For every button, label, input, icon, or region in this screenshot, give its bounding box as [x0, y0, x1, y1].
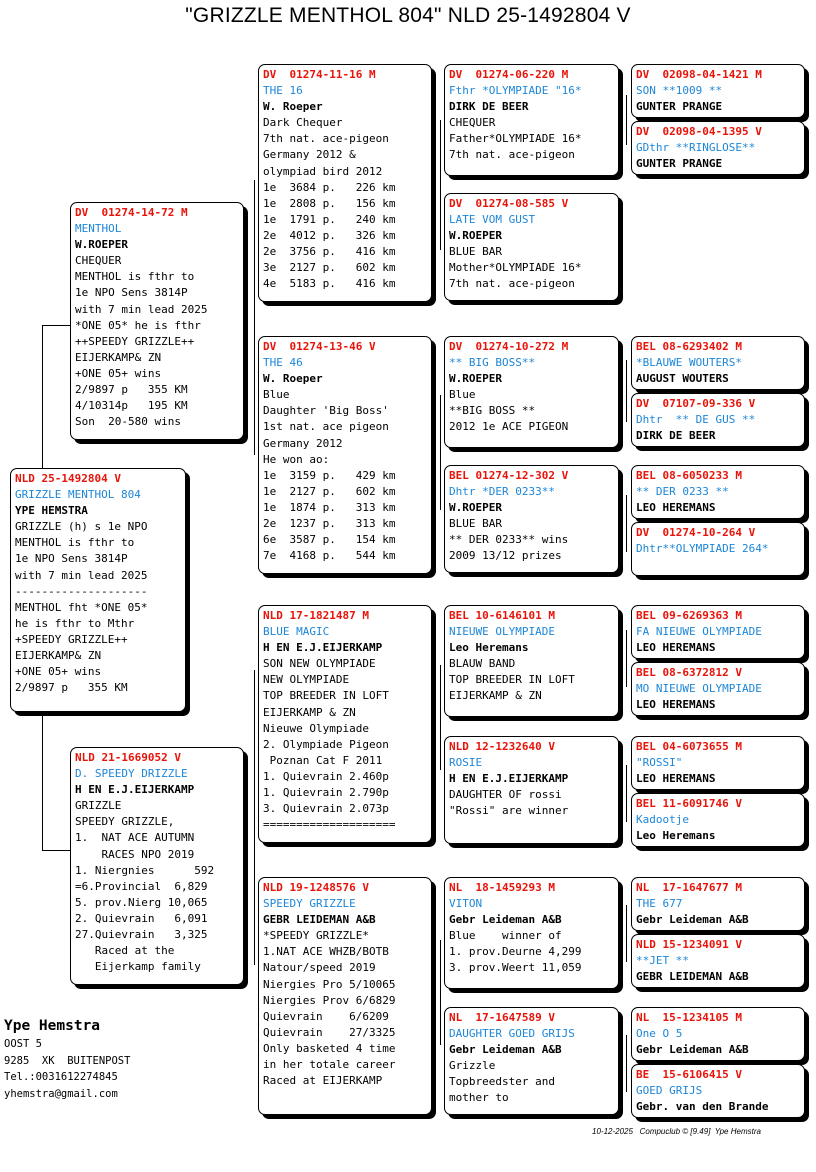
connector-line — [42, 325, 72, 326]
pigeon-name: SPEEDY GRIZZLE — [263, 897, 356, 911]
info-line: DAUGHTER OF rossi — [449, 788, 562, 802]
info-line: 1. Quievrain 2.790p — [263, 786, 389, 800]
pigeon-name: GRIZZLE MENTHOL 804 — [15, 488, 141, 502]
info-line: CHEQUER — [75, 254, 122, 268]
info-line: Son 20-580 wins — [75, 415, 181, 429]
owner-name: DIRK DE BEER — [636, 429, 716, 443]
pigeon-card-sire[interactable] — [70, 202, 244, 440]
page-title: "GRIZZLE MENTHOL 804" NLD 25-1492804 V — [185, 4, 631, 27]
info-line: 1. Niergnies 592 — [75, 863, 215, 877]
pigeon-card-ddd[interactable] — [444, 1007, 619, 1115]
pigeon-card-sss[interactable] — [444, 64, 619, 176]
connector-line — [254, 180, 255, 455]
info-line: 1e 2808 p. 156 km — [263, 196, 396, 210]
pigeon-name: **JET ** — [636, 954, 689, 968]
info-line: 1.NAT ACE WHZB/BOTB — [263, 945, 389, 959]
ring-number: DV 02098-04-1395 V — [636, 125, 762, 138]
pigeon-card-sdd[interactable] — [444, 465, 619, 573]
info-line: 1. NAT ACE AUTUMN — [75, 831, 195, 845]
info-line: 2012 1e ACE PIGEON — [449, 420, 569, 434]
info-line: EIJERKAMP& ZN — [15, 649, 102, 663]
info-line: Germany 2012 & — [263, 148, 356, 162]
info-line: -------------------- — [15, 584, 148, 598]
info-line: 3. prov.Weert 11,059 — [449, 961, 582, 975]
pigeon-name: THE 16 — [263, 84, 303, 98]
ring-number: BEL 09-6269363 M — [636, 609, 742, 622]
pigeon-card-dds[interactable] — [444, 877, 619, 989]
owner-name: Gebr Leideman A&B — [449, 1043, 562, 1057]
ring-number: NLD 17-1821487 M — [263, 609, 369, 622]
pigeon-card-subject[interactable] — [10, 468, 186, 712]
ring-number: NLD 12-1232640 V — [449, 740, 555, 753]
owner-name: DIRK DE BEER — [449, 100, 529, 114]
info-line: 2/9897 p 355 KM — [15, 681, 128, 695]
info-line: Father*OLYMPIADE 16* — [449, 132, 582, 146]
info-line: SON NEW OLYMPIADE — [263, 657, 376, 671]
info-line: 1e 3684 p. 226 km — [263, 180, 396, 194]
pigeon-card-g4-11[interactable] — [631, 736, 805, 790]
ring-number: NL 17-1647589 V — [449, 1011, 555, 1024]
connector-line — [626, 765, 627, 822]
pigeon-card-g4-15[interactable] — [631, 1007, 805, 1061]
owner-name: Gebr Leideman A&B — [636, 913, 749, 927]
connector-line — [440, 665, 441, 770]
ring-number: DV 01274-06-220 M — [449, 68, 569, 81]
info-line: He won ao: — [263, 452, 330, 466]
pigeon-name: D. SPEEDY DRIZZLE — [75, 767, 188, 781]
info-line: Raced at EIJERKAMP — [263, 1074, 383, 1088]
info-line: 3e 2127 p. 602 km — [263, 261, 396, 275]
ring-number: DV 01274-11-16 M — [263, 68, 376, 81]
ring-number: NLD 15-1234091 V — [636, 938, 742, 951]
info-line: Niergies Pro 5/10065 — [263, 977, 396, 991]
info-line: Niergies Prov 6/6829 — [263, 993, 396, 1007]
connector-line — [254, 670, 255, 965]
ring-number: BEL 04-6073655 M — [636, 740, 742, 753]
pigeon-name: FA NIEUWE OLYMPIADE — [636, 625, 762, 639]
pigeon-name: BLUE MAGIC — [263, 625, 330, 639]
info-line: 4e 5183 p. 416 km — [263, 277, 396, 291]
info-line: **BIG BOSS ** — [449, 404, 536, 418]
pigeon-name: GDthr **RINGLOSE** — [636, 141, 756, 155]
pigeon-card-g4-9[interactable] — [631, 605, 805, 659]
connector-line — [42, 714, 43, 850]
info-line: SPEEDY GRIZZLE, — [75, 815, 175, 829]
ring-number: NLD 25-1492804 V — [15, 472, 121, 485]
info-line: MENTHOL fht *ONE 05* — [15, 600, 148, 614]
connector-line — [626, 360, 627, 422]
info-line: BLUE BAR — [449, 245, 502, 259]
info-line: 1e 3159 p. 429 km — [263, 468, 396, 482]
info-line: 1. prov.Deurne 4,299 — [449, 945, 582, 959]
ring-number: NL 17-1647677 M — [636, 881, 742, 894]
info-line: 1e NPO Sens 3814P — [15, 552, 128, 566]
info-line: Natour/speed 2019 — [263, 961, 376, 975]
info-line: with 7 min lead 2025 — [75, 302, 208, 316]
pigeon-name: "ROSSI" — [636, 756, 683, 770]
info-line: RACES NPO 2019 — [75, 847, 195, 861]
info-line: BLAUW BAND — [449, 657, 516, 671]
info-line: MENTHOL is fthr to — [75, 270, 195, 284]
connector-line — [626, 630, 627, 687]
pigeon-card-g4-1[interactable] — [631, 64, 805, 118]
owner-block — [4, 1016, 130, 1102]
pigeon-name: Dhtr**OLYMPIADE 264* — [636, 542, 769, 556]
info-line: 2. Olympiade Pigeon — [263, 737, 389, 751]
owner-name: LEO HEREMANS — [636, 641, 716, 655]
info-line: 2e 3756 p. 416 km — [263, 245, 396, 259]
owner-postcode: 9285 XK BUITENPOST — [4, 1054, 131, 1067]
owner-name: Leo Heremans — [636, 829, 716, 843]
info-line: Quievrain 27/3325 — [263, 1025, 396, 1039]
info-line: he is fthr to Mthr — [15, 616, 135, 630]
pigeon-card-dam-sire[interactable] — [258, 605, 432, 843]
info-line: 1. Quievrain 2.460p — [263, 769, 389, 783]
owner-name: W. Roeper — [263, 100, 323, 114]
info-line: 1e 1874 p. 313 km — [263, 500, 396, 514]
info-line: 27.Quievrain 3,325 — [75, 928, 208, 942]
pigeon-card-g4-6[interactable] — [631, 393, 805, 447]
info-line: EIJERKAMP & ZN — [263, 705, 356, 719]
pigeon-card-g4-10[interactable] — [631, 662, 805, 716]
ring-number: BEL 11-6091746 V — [636, 797, 742, 810]
owner-name: H EN E.J.EIJERKAMP — [75, 783, 195, 797]
pigeon-name: *BLAUWE WOUTERS* — [636, 356, 742, 370]
pigeon-name: ** BIG BOSS** — [449, 356, 536, 370]
pigeon-name: THE 46 — [263, 356, 303, 370]
info-line: GRIZZLE (h) s 1e NPO — [15, 520, 148, 534]
info-line: TOP BREEDER IN LOFT — [263, 689, 389, 703]
info-line: 3. Quievrain 2.073p — [263, 802, 389, 816]
pigeon-card-g4-12[interactable] — [631, 793, 805, 847]
connector-line — [440, 940, 441, 1045]
info-line: 1e 1791 p. 240 km — [263, 212, 396, 226]
pigeon-name: Dhtr *DER 0233** — [449, 485, 555, 499]
info-line: NEW OLYMPIADE — [263, 673, 350, 687]
info-line: 2/9897 p 355 KM — [75, 383, 188, 397]
owner-name: LEO HEREMANS — [636, 698, 716, 712]
info-line: CHEQUER — [449, 116, 496, 130]
pigeon-name: DAUGHTER GOED GRIJS — [449, 1027, 575, 1041]
info-line: Only basketed 4 time — [263, 1041, 396, 1055]
info-line: with 7 min lead 2025 — [15, 568, 148, 582]
owner-name: H EN E.J.EIJERKAMP — [449, 772, 569, 786]
owner-name: GUNTER PRANGE — [636, 157, 723, 171]
ring-number: BEL 01274-12-302 V — [449, 469, 569, 482]
pigeon-card-g4-16[interactable] — [631, 1064, 805, 1118]
pigeon-name: LATE VOM GUST — [449, 213, 536, 227]
pigeon-name: GOED GRIJS — [636, 1084, 703, 1098]
owner-name: AUGUST WOUTERS — [636, 372, 729, 386]
owner-name: GEBR LEIDEMAN A&B — [636, 970, 749, 984]
ring-number: DV 01274-14-72 M — [75, 206, 188, 219]
pigeon-name: ** DER 0233 ** — [636, 485, 729, 499]
info-line: Dark Chequer — [263, 116, 343, 130]
ring-number: NLD 21-1669052 V — [75, 751, 181, 764]
info-line: EIJERKAMP & ZN — [449, 689, 542, 703]
ring-number: BEL 08-6372812 V — [636, 666, 742, 679]
ring-number: BE 15-6106415 V — [636, 1068, 742, 1081]
pigeon-name: MENTHOL — [75, 222, 122, 236]
pigeon-card-ssd[interactable] — [444, 193, 619, 301]
owner-address: OOST 5 — [4, 1038, 42, 1050]
info-line: 1st nat. ace pigeon — [263, 420, 389, 434]
info-line: *SPEEDY GRIZZLE* — [263, 929, 369, 943]
ring-number: NL 18-1459293 M — [449, 881, 555, 894]
info-line: 6e 3587 p. 154 km — [263, 533, 396, 547]
owner-name: YPE HEMSTRA — [15, 504, 88, 518]
owner-name: Gebr. van den Brande — [636, 1100, 769, 1114]
info-line: Topbreedster and — [449, 1075, 555, 1089]
pigeon-card-sds[interactable] — [444, 336, 619, 448]
owner-name: W.ROEPER — [449, 372, 502, 386]
info-line: 2e 4012 p. 326 km — [263, 228, 396, 242]
owner-name: GUNTER PRANGE — [636, 100, 723, 114]
owner-name: LEO HEREMANS — [636, 772, 716, 786]
pigeon-name: One O 5 — [636, 1027, 683, 1041]
pigeon-card-g4-5[interactable] — [631, 336, 805, 390]
owner-name: W.ROEPER — [75, 238, 128, 252]
pigeon-card-dss[interactable] — [444, 605, 619, 717]
ring-number: BEL 08-6050233 M — [636, 469, 742, 482]
info-line: MENTHOL is fthr to — [15, 536, 135, 550]
info-line: ==================== — [263, 818, 396, 832]
info-line: Blue — [449, 388, 476, 402]
ring-number: NL 15-1234105 M — [636, 1011, 742, 1024]
info-line: Eijerkamp family — [75, 960, 201, 974]
pigeon-name: Kadootje — [636, 813, 689, 827]
pigeon-card-g4-7[interactable] — [631, 465, 805, 519]
owner-name: LEO HEREMANS — [636, 501, 716, 515]
ring-number: BEL 10-6146101 M — [449, 609, 555, 622]
pigeon-name: Dhtr ** DE GUS ** — [636, 413, 756, 427]
owner-phone[interactable]: Tel.:0031612274845 — [4, 1071, 118, 1083]
info-line: 7th nat. ace-pigeon — [263, 132, 389, 146]
info-line: Blue — [263, 388, 290, 402]
info-line: olympiad bird 2012 — [263, 164, 383, 178]
ring-number: BEL 08-6293402 M — [636, 340, 742, 353]
info-line: 7th nat. ace-pigeon — [449, 277, 575, 291]
connector-line — [626, 905, 627, 962]
pigeon-card-g4-14[interactable] — [631, 934, 805, 988]
info-line: ** DER 0233** wins — [449, 533, 569, 547]
pigeon-card-g4-2[interactable] — [631, 121, 805, 175]
ring-number: DV 07107-09-336 V — [636, 397, 756, 410]
pigeon-card-dsd[interactable] — [444, 736, 619, 844]
info-line: 2. Quievrain 6,091 — [75, 911, 208, 925]
pigeon-card-g4-13[interactable] — [631, 877, 805, 931]
info-line: 7e 4168 p. 544 km — [263, 549, 396, 563]
info-line: Daughter 'Big Boss' — [263, 404, 389, 418]
info-line: Raced at the — [75, 944, 175, 958]
info-line: +SPEEDY GRIZZLE++ — [15, 632, 128, 646]
info-line: 5. prov.Nierg 10,065 — [75, 895, 208, 909]
info-line: +ONE 05+ wins — [75, 366, 162, 380]
info-line: Grizzle — [449, 1059, 496, 1073]
connector-line — [440, 120, 441, 250]
ring-number: DV 01274-13-46 V — [263, 340, 376, 353]
owner-name: Leo Heremans — [449, 641, 529, 655]
owner-name-heading: Ype Hemstra — [4, 1018, 101, 1034]
info-line: +ONE 05+ wins — [15, 665, 102, 679]
owner-name: W.ROEPER — [449, 501, 502, 515]
owner-name: Gebr Leideman A&B — [449, 913, 562, 927]
pigeon-name: NIEUWE OLYMPIADE — [449, 625, 555, 639]
ring-number: DV 01274-10-264 V — [636, 526, 756, 539]
connector-line — [42, 325, 43, 470]
pigeon-name: SON **1009 ** — [636, 84, 723, 98]
pigeon-card-dam-dam[interactable] — [258, 877, 432, 1115]
pigeon-name: VITON — [449, 897, 483, 911]
connector-line — [42, 850, 72, 851]
info-line: GRIZZLE — [75, 799, 122, 813]
pigeon-card-sire-sire[interactable] — [258, 64, 432, 302]
info-line: Nieuwe Olympiade — [263, 721, 369, 735]
owner-name: GEBR LEIDEMAN A&B — [263, 913, 376, 927]
owner-email[interactable]: yhemstra@gmail.com — [4, 1087, 118, 1100]
ring-number: DV 02098-04-1421 M — [636, 68, 762, 81]
connector-line — [626, 1035, 627, 1092]
ring-number: NLD 19-1248576 V — [263, 881, 369, 894]
info-line: *ONE 05* he is fthr — [75, 318, 201, 332]
owner-name: W.ROEPER — [449, 229, 502, 243]
info-line: EIJERKAMP& ZN — [75, 350, 162, 364]
info-line: 1e NPO Sens 3814P — [75, 286, 188, 300]
info-line: =6.Provincial 6,829 — [75, 879, 208, 893]
info-line: Blue winner of — [449, 929, 562, 943]
info-line: mother to — [449, 1091, 509, 1105]
pigeon-card-sire-dam[interactable] — [258, 336, 432, 574]
pigeon-name: ROSIE — [449, 756, 483, 770]
info-line: Quievrain 6/6209 — [263, 1009, 389, 1023]
info-line: 1e 2127 p. 602 km — [263, 484, 396, 498]
info-line: 7th nat. ace-pigeon — [449, 148, 575, 162]
info-line: 4/10314p 195 KM — [75, 399, 188, 413]
owner-name: Gebr Leideman A&B — [636, 1043, 749, 1057]
footer-credit: 10-12-2025 Compuclub © [9.49] Ype Hemstra — [592, 1127, 761, 1136]
pigeon-name: THE 677 — [636, 897, 683, 911]
pigeon-name: Fthr *OLYMPIADE "16* — [449, 84, 582, 98]
info-line: Mother*OLYMPIADE 16* — [449, 261, 582, 275]
pigeon-card-g4-8[interactable] — [631, 522, 805, 576]
pigeon-name: MO NIEUWE OLYMPIADE — [636, 682, 762, 696]
info-line: BLUE BAR — [449, 517, 502, 531]
info-line: Poznan Cat F 2011 — [263, 753, 383, 767]
info-line: in her totale career — [263, 1058, 396, 1072]
pigeon-card-dam[interactable] — [70, 747, 244, 985]
ring-number: DV 01274-10-272 M — [449, 340, 569, 353]
info-line: TOP BREEDER IN LOFT — [449, 673, 575, 687]
info-line: ++SPEEDY GRIZZLE++ — [75, 334, 195, 348]
connector-line — [626, 95, 627, 145]
info-line: 2e 1237 p. 313 km — [263, 517, 396, 531]
owner-name: H EN E.J.EIJERKAMP — [263, 641, 383, 655]
connector-line — [626, 495, 627, 552]
owner-name: W. Roeper — [263, 372, 323, 386]
ring-number: DV 01274-08-585 V — [449, 197, 569, 210]
info-line: Germany 2012 — [263, 436, 343, 450]
connector-line — [440, 395, 441, 510]
info-line: "Rossi" are winner — [449, 804, 569, 818]
info-line: 2009 13/12 prizes — [449, 549, 562, 563]
